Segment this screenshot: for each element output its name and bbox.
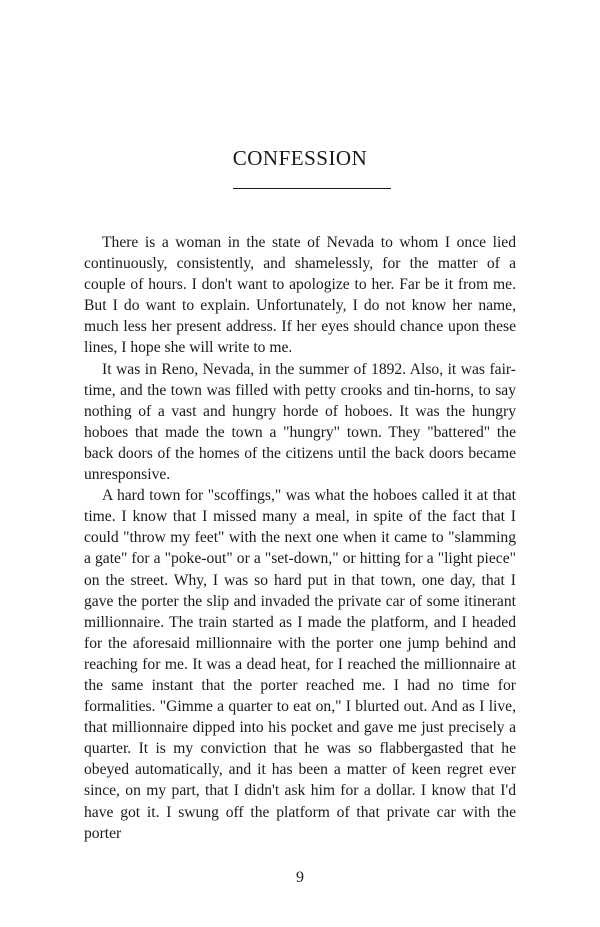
title-underline-rule (233, 188, 391, 189)
paragraph-3: A hard town for "scoffings," was what the hoboes called it at that time. I know that I missed many a meal, in spite of the fact that I could "throw my feet" with the next one when it came to "slamming a gate" for a "poke-out" or a "set-down," or hitting for a "light piece" on the street. Why, I was so hard put in that town, one day, that I gave the porter the slip and invaded the private car of some itinerant millionnaire. The train started as I made the platform, and I headed for the aforesaid millionnaire with the porter one jump behind and reaching for me. It was a dead heat, for I reached the millionnaire at the same instant that the porter reached me. I had no time for formalities. "Gimme a quarter to eat on," I blurted out. And as I live, that millionnaire dipped into his pocket and gave me just precisely a quarter. It is my conviction that he was so flabbergasted that he obeyed automatically, and it has been a matter of keen regret ever since, on my part, that I didn't ask him for a dollar. I know that I'd have got it. I swung off the platform of that private car with the porter (84, 487, 516, 842)
paragraph-1: There is a woman in the state of Nevada to whom I once lied continuously, consistently, and shamelessly, for the matter of a couple of hours. I don't want to apologize to her. Far be it from me. But I do want to explain. Unfortunately, I do not know her name, much less her present address. If her eyes should chance upon these lines, I hope she will write to me. (84, 234, 516, 357)
chapter-title: CONFESSION (232, 146, 368, 170)
page-number: 9 (296, 869, 304, 886)
body-text (84, 232, 516, 844)
paragraph-2: It was in Reno, Nevada, in the summer of 1892. Also, it was fair-time, and the town was filled with petty crooks and tin-horns, to say nothing of a vast and hungry horde of hoboes. It was the hungry hoboes that made the town a "hungry" town. They "battered" the back doors of the homes of the citizens until the back doors became unresponsive. (84, 360, 516, 484)
